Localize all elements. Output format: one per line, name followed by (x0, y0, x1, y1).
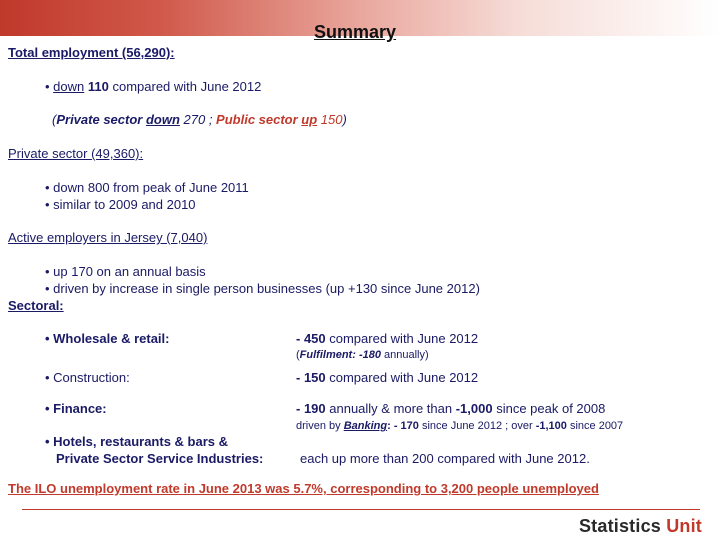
banking-text: since June 2012 ; over (418, 420, 536, 432)
hotels-label-line-2: Private Sector Service Industries: (56, 451, 264, 466)
wholesale-value (296, 331, 478, 346)
page-title: Summary (314, 22, 397, 42)
logo-word-statistics: Statistics (578, 516, 661, 536)
public-change-value: 150 (317, 112, 343, 127)
private-sector-heading: Private sector (49,360): (8, 146, 144, 161)
finance-label: • Finance: (45, 401, 107, 416)
employers-bullet-2: • driven by increase in single person businesses (up +130 since June 2012) (45, 281, 480, 296)
employers-bullet-1: • up 170 on an annual basis (45, 264, 206, 279)
sector-split-line (52, 112, 347, 127)
paren-open: ( (52, 112, 57, 127)
construction-value (296, 370, 478, 385)
banking-prefix: driven by (296, 420, 344, 432)
fulfilment-note (296, 349, 429, 361)
fulfilment-text: annually) (380, 349, 429, 361)
finance-number-2: -1,000 (455, 401, 493, 416)
total-employment-bullet (45, 79, 261, 94)
public-up-word: up (301, 112, 318, 127)
finance-number: - 190 (296, 401, 326, 416)
paren-open: ( (296, 349, 300, 361)
down-word: down (53, 79, 85, 94)
ilo-unemployment-statement: The ILO unemployment rate in June 2013 was 5.7%, corresponding to 3,200 people unemployed (8, 481, 599, 496)
construction-number: - 150 (296, 370, 326, 385)
private-bullet-1: • down 800 from peak of June 2011 (45, 180, 249, 195)
total-employment-heading: Total employment (56,290): (8, 45, 175, 60)
banking-number-2: -1,100 (535, 420, 567, 432)
finance-value (296, 401, 605, 416)
wholesale-number: - 450 (296, 331, 326, 346)
footer-divider (22, 509, 700, 510)
hotels-value: each up more than 200 compared with June 2012. (300, 451, 590, 466)
private-change-value: 270 (179, 112, 206, 127)
construction-text: compared with June 2012 (325, 370, 479, 385)
employers-heading: Active employers in Jersey (7,040) (8, 230, 208, 245)
total-change-text: compared with June 2012 (108, 79, 262, 94)
construction-label: • Construction: (45, 370, 130, 385)
banking-note (296, 420, 623, 432)
bullet-prefix: • (45, 79, 54, 94)
public-sector-label: Public sector (216, 112, 302, 127)
fulfilment-label: Fulfilment: -180 (299, 349, 381, 361)
private-sector-label: Private sector (56, 112, 146, 127)
banking-number: : - 170 (387, 420, 419, 432)
separator: ; (205, 112, 217, 127)
sectoral-heading: Sectoral: (8, 298, 64, 313)
wholesale-label: • Wholesale & retail: (45, 331, 170, 346)
total-change-value: 110 (87, 79, 109, 94)
finance-text: annually & more than (325, 401, 456, 416)
private-bullet-2: • similar to 2009 and 2010 (45, 197, 196, 212)
banking-label: Banking (343, 420, 388, 432)
private-down-word: down (145, 112, 180, 127)
logo-word-unit: Unit (661, 516, 702, 536)
banking-text-2: since 2007 (566, 420, 624, 432)
hotels-label-line-1: • Hotels, restaurants & bars & (45, 434, 228, 449)
statistics-unit-logo (579, 516, 702, 537)
wholesale-text: compared with June 2012 (325, 331, 479, 346)
finance-text-2: since peak of 2008 (492, 401, 606, 416)
paren-close: ) (342, 112, 347, 127)
